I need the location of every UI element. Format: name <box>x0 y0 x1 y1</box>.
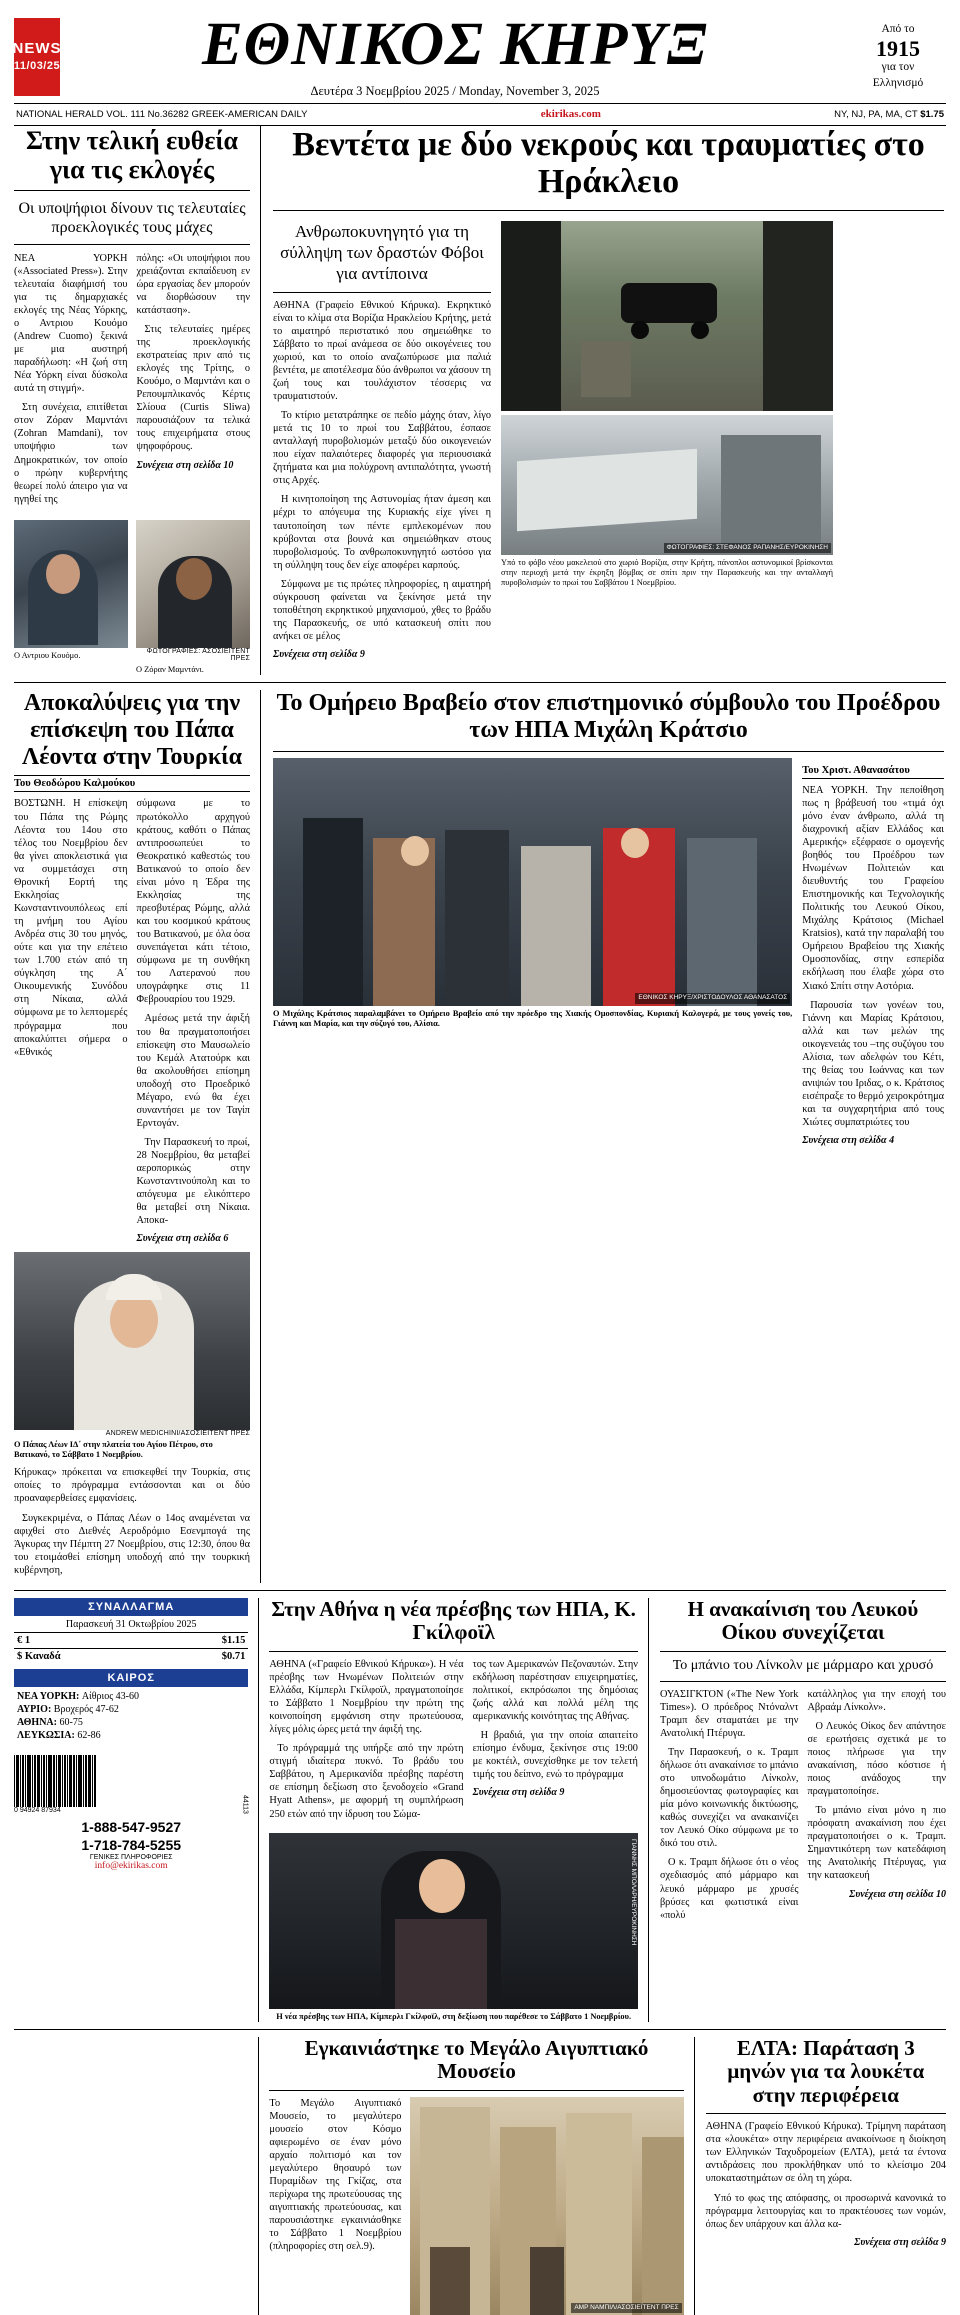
volume-info: NATIONAL HERALD VOL. 111 No.36282 GREEK-AMERICAN DAILY <box>16 108 308 120</box>
ambassador-para: τος των Αμερικανών Πεζοναυτών. Στην εκδήλωση παρέστησαν επιχειρηματίες, πολιτικοί, εκπρόσωποι της δημόσιας ζωής αλλά και πολλά μέλη της αμερικανικής κοινότητας της Αθήνας. <box>472 1658 638 1723</box>
weather-row <box>14 1729 248 1742</box>
elections-headline[interactable]: Στην τελική ευθεία για τις εκλογές <box>25 126 239 185</box>
elections-para: πόλης: «Οι υποψήφιοι που χρειάζονται εκπαίδευση εν ώρα εργασίας δεν μπορούν να διορθώσουν την κατάσταση». <box>136 252 250 316</box>
contact-email[interactable]: info@ekirikas.com <box>94 1861 168 1872</box>
weather-city: ΑΘΗΝΑ: <box>17 1716 57 1728</box>
omireio-byline: Του Χριστ. Αθανασάτου <box>802 763 944 779</box>
omireio-continued[interactable]: Συνέχεια στη σελίδα 4 <box>802 1135 895 1147</box>
whitehouse-para: Το μπάνιο είναι μόνο η πιο πρόσφατη ανακαίνιση που έχει πραγματοποιήσει ο κ. Τραμπ. Σημαντικότερη των κατεδάφιση της Ανατολικής Πτέρυγας, για την κατασκευή <box>807 1805 946 1882</box>
photo-ambassador <box>269 1833 638 2009</box>
elections-para: Στη συνέχεια, επιτίθεται στον Ζόραν Μαμντάνι (Zohran Mamdani), τον υποψήφιο των Δημοκρατικών, τον οποίο ο πρώην κυβερνήτης θεωρεί πολύ άπειρο για να ηγηθεί της <box>14 402 128 505</box>
info-bar <box>14 104 946 126</box>
since-badge <box>850 22 946 92</box>
pope-para: Συγκεκριμένα, ο Πάπας Λέων ο 14ος αναμένεται να αφιχθεί στο Διεθνές Αεροδρόμιο Εσενμπογά της Άγκυρας την Πέμπτη 27 Νοεμβρίου, στις 12:30, όπου θα του ετοιμάσθεί επίσημη υποδοχή από την τουρκική κυβέρνηση, <box>14 1512 250 1576</box>
news-date-badge <box>14 18 60 96</box>
phone-local[interactable]: 1-718-784-5255 <box>81 1837 182 1854</box>
pope-column-3 <box>14 1466 250 1577</box>
weather-city: ΑΥΡΙΟ: <box>17 1703 52 1715</box>
whitehouse-subhead: Το μπάνιο του Λίνκολν με μάρμαρο και χρυσό <box>672 1657 934 1673</box>
since-label: Από το <box>881 22 915 35</box>
whitehouse-column-2 <box>807 1688 946 1928</box>
article-whitehouse <box>648 1598 946 2022</box>
weather-row <box>14 1716 248 1729</box>
weather-value: Βροχερός 47-62 <box>53 1703 119 1715</box>
whitehouse-headline[interactable]: Η ανακαίνιση του Λευκού Οίκου συνεχίζεται <box>687 1596 919 1645</box>
section-bottom <box>14 2037 946 2315</box>
article-elta <box>694 2037 946 2315</box>
exchange-label: $ Καναδά <box>17 1650 61 1662</box>
elections-continued[interactable]: Συνέχεια στη σελίδα 10 <box>136 459 234 471</box>
photo-credit-ambassador: ΓΙΑΝΝΗΣ ΜΠΟΛΑΡΗ/ΕΥΡΟΚΙΝΗΣΗ <box>629 1838 637 1946</box>
elections-subhead: Οι υποψήφιοι δίνουν τις τελευταίες προεκλογικές τους μάχες <box>18 200 246 237</box>
weather-value: 62-86 <box>77 1729 101 1741</box>
elta-continued[interactable]: Συνέχεια στη σελίδα 9 <box>854 2236 946 2248</box>
ambassador-headline[interactable]: Στην Αθήνα η νέα πρέσβης των ΗΠΑ, Κ. Γκίλφοϊλ <box>271 1596 636 1645</box>
price-value: $1.75 <box>920 108 944 120</box>
whitehouse-para: Ο κ. Τραμπ δήλωσε ότι ο νέος σχεδιασμός από μάρμαρο και λευκό μάρμαρο με χρυσές βρύσες και φωτιστικά είναι «πολύ <box>659 1857 799 1921</box>
ambassador-continued[interactable]: Συνέχεια στη σελίδα 9 <box>472 1787 565 1799</box>
elta-column-1 <box>706 2120 946 2249</box>
pope-para: Αμέσως μετά την άφιξή του θα πραγματοποιήσει επίσκεψη στο Μαυσωλείο του Κεμάλ Ατατούρκ και θα ακολουθήσει επίσημη υποδοχή στο Προεδρικό Μέγαρο, ενώ θα έχει συναντήσει με τον Ταγίπ Ερντογάν. <box>136 1013 250 1129</box>
weather-row <box>14 1690 248 1703</box>
pope-byline: Του Θεοδώρου Καλμούκου <box>14 775 250 792</box>
exchange-value: $0.71 <box>221 1650 246 1662</box>
omireio-column-1 <box>802 784 944 1148</box>
vendetta-para: Σύμφωνα με τις πρώτες πληροφορίες, η αιματηρή σύγκρουση φαίνεται να ξεκίνησε μετά την τοποθέτηση εκρηκτικού μηχανισμού, χθες το βράδυ της Παρασκευής, σε υπό κατασκευή σπίτι που ανήκει σε μέλος <box>273 578 491 643</box>
whitehouse-column-1 <box>660 1688 799 1928</box>
weather-city: ΛΕΥΚΩΣΙΑ: <box>17 1729 75 1741</box>
article-elections <box>14 126 260 675</box>
photo-credit-elections: ΦΩΤΟΓΡΑΦΙΕΣ: ΑΣΟΣΙΕΪΤΕΝΤ ΠΡΕΣ <box>146 647 250 662</box>
elta-para: Υπό το φως της απόφασης, οι προσωρινά κανονικά το πρόγραμμα λειτουργίας και το πρακτέουσες των νομών, όπως δεν υπάρχουν και άλλα κα- <box>705 2192 946 2230</box>
elections-para: ΝΕΑ ΥΟΡΚΗ («Associated Press»). Στην τελευταία διαφήμισή του για τις δημαρχιακές εκλογές της Νέας Υόρκης, ο Αντριου Κουόμο (Andrew Cuomo) ξεκινά με μια αυστηρή παραδήλωση: «Η ζωή στη Νέα Υόρκη είναι δύσκολα αυτά τη στιγμή». <box>14 252 128 395</box>
pope-para: σύμφωνα με το πρωτόκολλο αρχηγού κράτους, καθότι ο Πάπας αντιπροσωπεύει το Θεοκρατικό καθεστώς του Βατικανού το οποίο δεν είναι μόνο η Έδρα της Εκκλησίας της πρεσβυτέρας Ρώμης, αλλά και του κοσμικού κράτους του Βατικανού, με όλα όσα συνεπάγεται κάτι τέτοιο, σύμφωνα με τη συνθήκη του Λατερανού που υπογράφηκε στις 11 Φεβρουαρίου του 1929. <box>136 798 250 1006</box>
pope-para: ΒΟΣΤΩΝΗ. Η επίσκεψη του Πάπα της Ρώμης Λέοντα του 14ου στο τέλος του Νοεμβρίου δεν θα γίνει αποκλειστικά για να συμμετάσχει στη Θρονική Εορτή της Εκκλησίας Κωνσταντινουπόλεως επί τη μνήμη του Αγίου Ανδρέα στις 30 του μηνός, ούτε και για την επέτειο των 1.700 ετών από τη σύγκληση της Α΄ Οικουμενικής Συνόδου στη Νίκαια, αλλά σύμφωνα με το λεπτομερές πρόγραμμα που αποκαλύπτει σήμερα ο «Εθνικός <box>14 798 128 1058</box>
photo-egyptian-museum <box>410 2097 683 2315</box>
vendetta-continued[interactable]: Συνέχεια στη σελίδα 9 <box>273 649 365 661</box>
barcode <box>14 1755 235 1807</box>
ambassador-column-1 <box>269 1658 463 1821</box>
info-label: ΓΕΝΙΚΕΣ ΠΛΗΡΟΦΟΡΙΕΣ <box>89 1854 173 1862</box>
elta-para: ΑΘΗΝΑ (Γραφείο Εθνικού Κήρυκα). Τρίμηνη παράταση στα «λουκέτα» στην περιφέρεια ανακοίνωσε η διοίκηση των Ελληνικών Ταχυδρομείων (ΕΛΤΑ), μετά τα έντονα αντιδράσεις που προκλήθηκαν υπό το κλείσιμο 204 υποκαταστημάτων σε όλη τη χώρα. <box>705 2121 946 2185</box>
photo-credit-pope: ANDREW MEDICHINI/ΑΣΟΣΙΕΪΤΕΝΤ ΠΡΕΣ <box>105 1430 250 1438</box>
since-sub1: για τον <box>881 61 915 74</box>
vendetta-column-1 <box>273 299 491 662</box>
exchange-label: € 1 <box>17 1634 31 1646</box>
whitehouse-continued[interactable]: Συνέχεια στη σελίδα 10 <box>849 1888 946 1900</box>
masthead-date: Δευτέρα 3 Νοεμβρίου 2025 / Monday, November 3, 2025 <box>310 84 600 98</box>
ambassador-para: ΑΘΗΝΑ («Γραφείο Εθνικού Κήρυκα»). Η νέα πρέσβης των Ηνωμένων Πολιτειών στην Ελλάδα, Κίμπερλι Γκίλφοϊλ, πραγματοποίησε το Σάββατο 1 Νοεμβρίου την πρώτη της κοινοποίηση εμφάνιση στην πρωτεύουσα, λίγες μόλις ώρες μετά την άφιξή της. <box>269 1658 464 1736</box>
photo-credit-omireio: ΕΘΝΙΚΟΣ ΚΗΡΥΞ/ΧΡΙΣΤΟΔΟΥΛΟΣ ΑΘΑΝΑΣΑΤΟΣ <box>635 993 790 1003</box>
pope-column-2 <box>137 797 251 1246</box>
whitehouse-para: ΟΥΑΣΙΓΚΤΟΝ («The New York Times»). Ο πρόεδρος Ντόναλντ Τραμπ δεν σταματάει με την Ανατολική Πτέρυγα. <box>659 1688 799 1739</box>
price-info <box>834 109 944 120</box>
photo-pope <box>14 1252 250 1430</box>
caption-omireio: Ο Μιχάλης Κράτσιος παραλαμβάνει το Ομήρειο Βραβείο από την πρόεδρο της Χιακής Ομοσπονδίας, Κυριακή Καλογερά, με τους γονείς του, Γιάννη και Μαρία, και την σύζυγό του, Αλίσια. <box>273 1008 793 1028</box>
since-year: 1915 <box>876 36 920 62</box>
omireio-para: Παρουσία των γονέων του, Γιάννη και Μαρίας Κράτσιου, αλλά και των μελών της οικογενειάς του –της συζύγου του Αλίσια, των αδελφών του Κέτι, της θείας του Ιωάννας και των ανιψιών του Ιριδας, ο κ. Κράτσιος εισέπραξε το θερμό χειροκρότημα και τα συγχαρητήρια από τους Χιώτες συμπατριώτες του <box>802 999 944 1129</box>
pope-para: Κήρυκας» πρόκειται να επισκεφθεί την Τουρκία, στις οποίες το πρόγραμμα εντάσσονται και οι δύο προαναφερθείσες εμφανίσεις. <box>14 1467 250 1505</box>
weather-city: ΝΕΑ ΥΟΡΚΗ: <box>17 1690 80 1702</box>
photo-credit-museum: ΑΜΡ ΝΑΜΠΙΛ/ΑΣΟΣΙΕΪΤΕΝΤ ΠΡΕΣ <box>571 2303 681 2313</box>
omireio-para: ΝΕΑ ΥΟΡΚΗ. Την πεποίθηση πως η βράβευσή του «τιμά όχι μόνο έναν άνθρωπο, αλλά τη διαχρονική αξίαν Ελλάδος και Αμερικής» εξέφρασε ο ομογενής βοηθός του Προέδρου των Ηνωμένων Πολιτειών και διευθυντής του Γραφείου Επιστημονικής και Τεχνολογικής Πολιτικής του Λευκού Οίκου, Μιχάλης Κράτσιος (Michael Kratsios), κατά την παραλαβή του Ομήρειου Βραβείου της Χιακής Ομοσπονδίας, στην εσπερίδα εκδήλωση που έλαβε χώρα στο Χιακό Σπίτι στην Αστόρια. <box>802 784 944 992</box>
article-vendetta <box>260 126 944 675</box>
news-badge-label: NEWS <box>12 40 62 58</box>
article-omireio <box>260 690 944 1583</box>
vendetta-photo-caption: Υπό το φόβο νέου μακελειού στο χωριό Βορίζια, στην Κρήτη, πάνοπλοι αστυνομικοί βρίσκονται στην περιοχή μετά την έκρηξη βόμβας σε σπίτι πριν την Παρασκευής και την ανταλλαγή πυροβολισμών το πρωί του Σαββάτου 1 Νοεμβρίου. <box>501 557 833 587</box>
ambassador-para: Η βραδιά, για την οποία απαιτείτο επίσημο ένδυμα, ξεκίνησε στις 19:00 με κοκτέιλ, συνεχίσθηκε με τον τελετή τιμής του δείπνο, ενώ το πρόγραμμα <box>472 1730 638 1781</box>
vendetta-headline[interactable]: Βεντέτα με δύο νεκρούς και τραυματίες στο Ηράκλειο <box>292 126 925 201</box>
weather-title: ΚΑΙΡΟΣ <box>14 1669 248 1687</box>
weather-value: Αίθριος 43-60 <box>81 1690 140 1702</box>
weather-row <box>14 1703 248 1716</box>
whitehouse-para: Την Παρασκευή, ο κ. Τραμπ δήλωσε ότι ανακαίνισε το μπάνιο στο υπνοδωμάτιο Λίνκολν, δημοσιεύοντας φωτογραφίες και μία μόνο κοινωνικής δικτύωσης, καθώς συνεχίζει να ανακαινίζει τον Λευκό Οίκο σύμφωνα με το δικό του στιλ. <box>659 1746 799 1850</box>
elta-headline[interactable]: ΕΛΤΑ: Παράταση 3 μηνών για τα λουκέτα στην περιφέρεια <box>727 2035 925 2107</box>
photo-cuomo <box>14 520 128 648</box>
section-top <box>14 126 946 675</box>
exchange-row <box>14 1648 248 1664</box>
pope-continued[interactable]: Συνέχεια στη σελίδα 6 <box>136 1233 229 1245</box>
caption-pope: Ο Πάπας Λέων ΙΔ΄ στην πλατεία του Αγίου Πέτρου, στο Βατικανό, το Σάββατο 1 Νοεμβρίου. <box>14 1440 213 1460</box>
museum-headline[interactable]: Εγκαινιάστηκε το Μεγάλο Αιγυπτιακό Μουσείο <box>304 2035 649 2084</box>
article-pope <box>14 690 260 1583</box>
vendetta-para: Η κινητοποίηση της Αστυνομίας ήταν άμεση και μέχρι το απόγευμα της Κυριακής είχε γίνει η ταυτοποίηση των πέντε εμπλεκομένων που κρύβονται στα βουνά και σημειώθηκαν στους πυροβολισμούς. Το ανθρωποκυνηγητό ωστόσο για τη σύλληψη τους δεν είχε αποφέρει καρπούς. <box>273 494 491 571</box>
whitehouse-para: Ο Λευκός Οίκος δεν απάντησε σε ερωτήσεις σχετικά με το ποιος πλήρωσε για την ανακαίνιση, πόσο κόστισε ή ποιος ανάδοχος την πραγματοποίησε. <box>807 1720 946 1798</box>
caption-ambassador: Η νέα πρέσβης των ΗΠΑ, Κίμπερλι Γκίλφοϊλ, στη δεξίωση που παρέθεσε το Σάββατο 1 Νοεμβρίου. <box>276 2011 632 2021</box>
since-sub2: Ελληνισμό <box>872 76 924 89</box>
photo-credit-vendetta: ΦΩΤΟΓΡΑΦΙΕΣ: ΣΤΕΦΑΝΟΣ ΡΑΠΑΝΗΣ/ΕΥΡΟΚΙΝΗΣΗ <box>664 543 831 553</box>
bottom-left-spacer <box>14 2037 258 2315</box>
news-badge-date: 11/03/25 <box>13 60 61 73</box>
exchange-row <box>14 1632 248 1648</box>
section-third <box>14 1598 946 2022</box>
website-link[interactable]: ekirikas.com <box>540 108 601 120</box>
elections-para: Στις τελευταίες ημέρες της προεκλογικής εκστρατείας πριν από τις εκλογές της Τρίτης, ο Κουόμο, ο Μαμντάνι και ο Ρεπουμπλικανός Κέρτις Σλίουα (Curtis Sliwa) παρουσιάζουν τα τελικά τους επιχειρήματα στους ψηφοφόρους. <box>136 323 250 453</box>
vendetta-subhead: Ανθρωποκυνηγητό για τη σύλληψη των δραστών Φόβοι για αντίποινα <box>280 221 484 284</box>
vendetta-para: ΑΘΗΝΑ (Γραφείο Εθνικού Κήρυκα). Εκρηκτικό είναι το κλίμα στα Βορίζια Ηρακλείου Κρήτης, μετά το αιματηρό περιστατικό που σημειώθηκε το Σάββατο το πρωί ανάμεσα σε δύο οικογένειες του χωριού, και το οποίο αναζωπύρωσε μια παλιά βεντέτα, με αποτέλεσμα δύο άνθρωποι να χάσουν τη ζωή τους και τουλάχιστον τέσσερις να τραυματιστούν. <box>273 299 491 402</box>
barcode-number: 0 94924 87934 <box>14 1806 61 1814</box>
museum-column-1 <box>269 2097 401 2315</box>
whitehouse-para: κατάλληλος για την εποχή του Αβραάμ Λίνκολν». <box>807 1688 946 1713</box>
museum-para: Το Μεγάλο Αιγυπτιακό Μουσείο, το μεγαλύτερο μουσείο στον Κόσμο αφιερωμένο σε έναν μόνο αρχαίο πολιτισμό και τον μεγαλύτερο θησαυρό των Πυραμίδων της Γκίζας, στα περίχωρα της πρωτεύουσας της αιγυπτιακής πρωτεύουσας, και παρουσιάστηκε εγκαινιάσθηκε το Σάββατο 1 Νοεμβρίου (πληροφορίες στη σελ.9). <box>269 2097 402 2253</box>
caption-mamdani: Ο Ζόραν Μαμντάνι. <box>136 664 204 674</box>
newspaper-title: ΕΘΝΙΚΟΣ ΚΗΡΥΞ <box>202 11 708 78</box>
vendetta-para: Το κτίριο μετατράπηκε σε πεδίο μάχης όταν, λίγο μετά τις 10 το πρωί του Σαββάτου, έσπασε ανταλλαγή πυροβολισμών μεταξύ δύο οικογενειών που είχαν παλαιότερες διαφορές για περιουσιακά ζητήματα και μια πολύχρονη αντιπαλότητα, γνωστή στις Αρχές. <box>273 410 491 487</box>
masthead <box>14 10 946 101</box>
omireio-headline[interactable]: Το Ομήρειο Βραβείο στον επιστημονικό σύμβουλο του Προέδρου των ΗΠΑ Μιχάλη Κράτσιο <box>276 689 941 743</box>
ambassador-column-2 <box>473 1658 638 1800</box>
ambassador-para: Το πρόγραμμά της υπήρξε από την πρώτη στιγμή ιδιαίτερα πυκνό. Το βράδυ του Σαββάτου, η Αμερικανίδα πρέσβης παρέστη σε επίσημη δεξίωση στο ξενοδοχείο «Grand Hyatt Athens», με αφορμή τη συμπλήρωση 250 ετών από την ίδρυση του Σώμα- <box>269 1743 464 1820</box>
weather-value: 60-75 <box>59 1716 83 1728</box>
photo-award-ceremony <box>273 758 792 1006</box>
photo-mamdani <box>136 520 250 648</box>
article-ambassador <box>258 1598 648 2022</box>
section-second <box>14 690 946 1583</box>
article-museum <box>258 2037 693 2315</box>
pope-column-1 <box>14 797 128 1246</box>
caption-cuomo: Ο Αντριου Κουόμο. <box>14 650 81 660</box>
masthead-center <box>60 11 850 99</box>
exchange-title: ΣΥΝΑΛΛΑΓΜΑ <box>14 1598 248 1616</box>
photo-police-street <box>501 221 833 411</box>
phone-toll-free[interactable]: 1-888-547-9527 <box>81 1818 182 1835</box>
pope-headline[interactable]: Αποκαλύψεις για την επίσκεψη του Πάπα Λέοντα στην Τουρκία <box>22 689 242 770</box>
service-box <box>14 1598 258 2022</box>
elections-column-2 <box>137 252 251 512</box>
pope-para: Την Παρασκευή το πρωί, 28 Νοεμβρίου, θα μεταβεί αεροπορικώς στην Κωνσταντινούπολη και το απόγευμα με ελικόπτερο θα μεταβεί στη Νίκαια. Αποκα- <box>136 1137 250 1227</box>
exchange-value: $1.15 <box>221 1634 246 1646</box>
photo-damaged-room <box>501 415 833 555</box>
barcode-side-number: 44113 <box>241 1794 249 1814</box>
elections-column-1 <box>14 252 128 512</box>
regions: NY, NJ, PA, MA, CT <box>834 108 918 120</box>
exchange-date: Παρασκευή 31 Οκτωβρίου 2025 <box>65 1618 197 1630</box>
